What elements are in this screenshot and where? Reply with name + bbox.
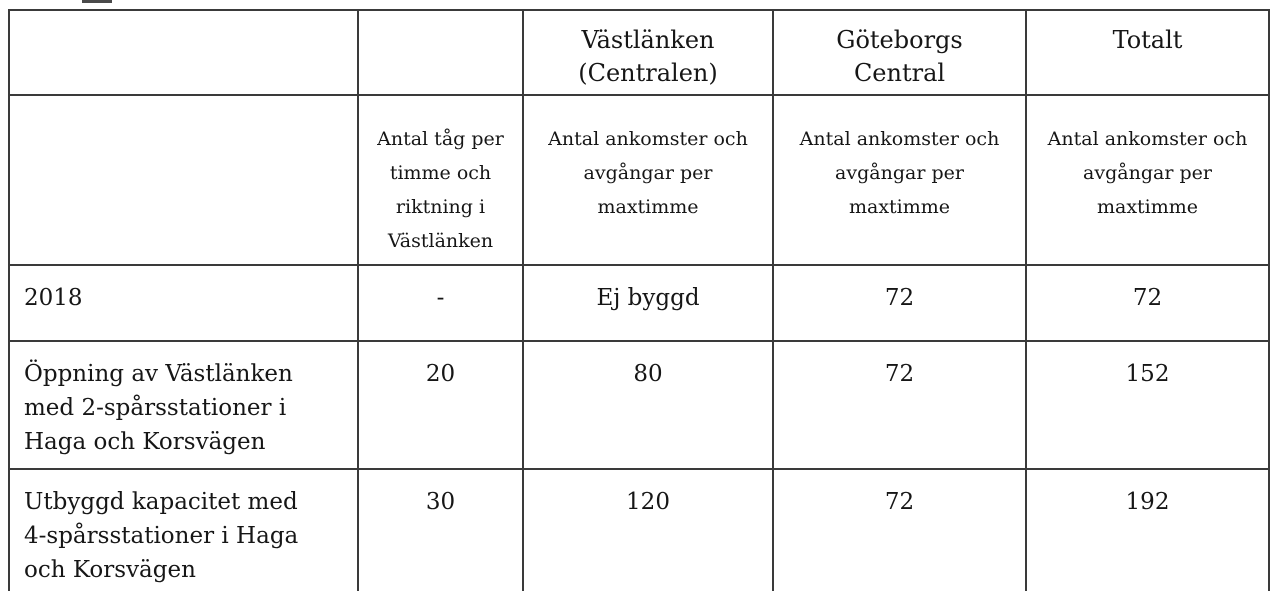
header-line: (Centralen) <box>578 59 718 87</box>
data-cell: - <box>358 265 523 341</box>
subheader-cell-rowlabel <box>9 95 358 265</box>
data-cell: 20 <box>358 341 523 469</box>
header-cell-goteborgs-central <box>773 10 1026 95</box>
header-line: Göteborgs <box>836 26 963 54</box>
capacity-table <box>8 9 1270 591</box>
header-cell-totalt <box>1026 10 1269 95</box>
data-cell: 72 <box>773 265 1026 341</box>
subheader-cell-trains: Antal tåg per timme och riktning i Västlänken <box>358 95 523 265</box>
header-cell-rowlabel <box>9 10 358 95</box>
row-label-cell: Utbyggd kapacitet med 4-spårsstationer i Haga och Korsvägen <box>9 469 358 591</box>
data-cell: 72 <box>1026 265 1269 341</box>
header-line: Totalt <box>1112 26 1183 54</box>
data-cell: 30 <box>358 469 523 591</box>
subheader-cell-vastlanken-centralen: Antal ankomster och avgångar per maxtimme <box>523 95 773 265</box>
subheader-cell-totalt: Antal ankomster och avgångar per maxtimme <box>1026 95 1269 265</box>
table-row-opening <box>9 341 1269 469</box>
data-cell: 192 <box>1026 469 1269 591</box>
row-label-cell: 2018 <box>9 265 358 341</box>
table-row-2018 <box>9 265 1269 341</box>
header-line: Västlänken <box>581 26 715 54</box>
subheader-row <box>9 95 1269 265</box>
table-row-expanded <box>9 469 1269 591</box>
header-cell-trains <box>358 10 523 95</box>
data-cell: 72 <box>773 341 1026 469</box>
data-cell: 120 <box>523 469 773 591</box>
clipped-text-fragment <box>82 0 112 3</box>
subheader-cell-goteborgs-central: Antal ankomster och avgångar per maxtimme <box>773 95 1026 265</box>
data-cell: 80 <box>523 341 773 469</box>
header-line: Central <box>853 59 946 87</box>
data-cell: 152 <box>1026 341 1269 469</box>
header-row <box>9 10 1269 95</box>
data-cell: Ej byggd <box>523 265 773 341</box>
header-cell-vastlanken-centralen <box>523 10 773 95</box>
row-label-cell: Öppning av Västlänken med 2-spårsstationer i Haga och Korsvägen <box>9 341 358 469</box>
data-cell: 72 <box>773 469 1026 591</box>
